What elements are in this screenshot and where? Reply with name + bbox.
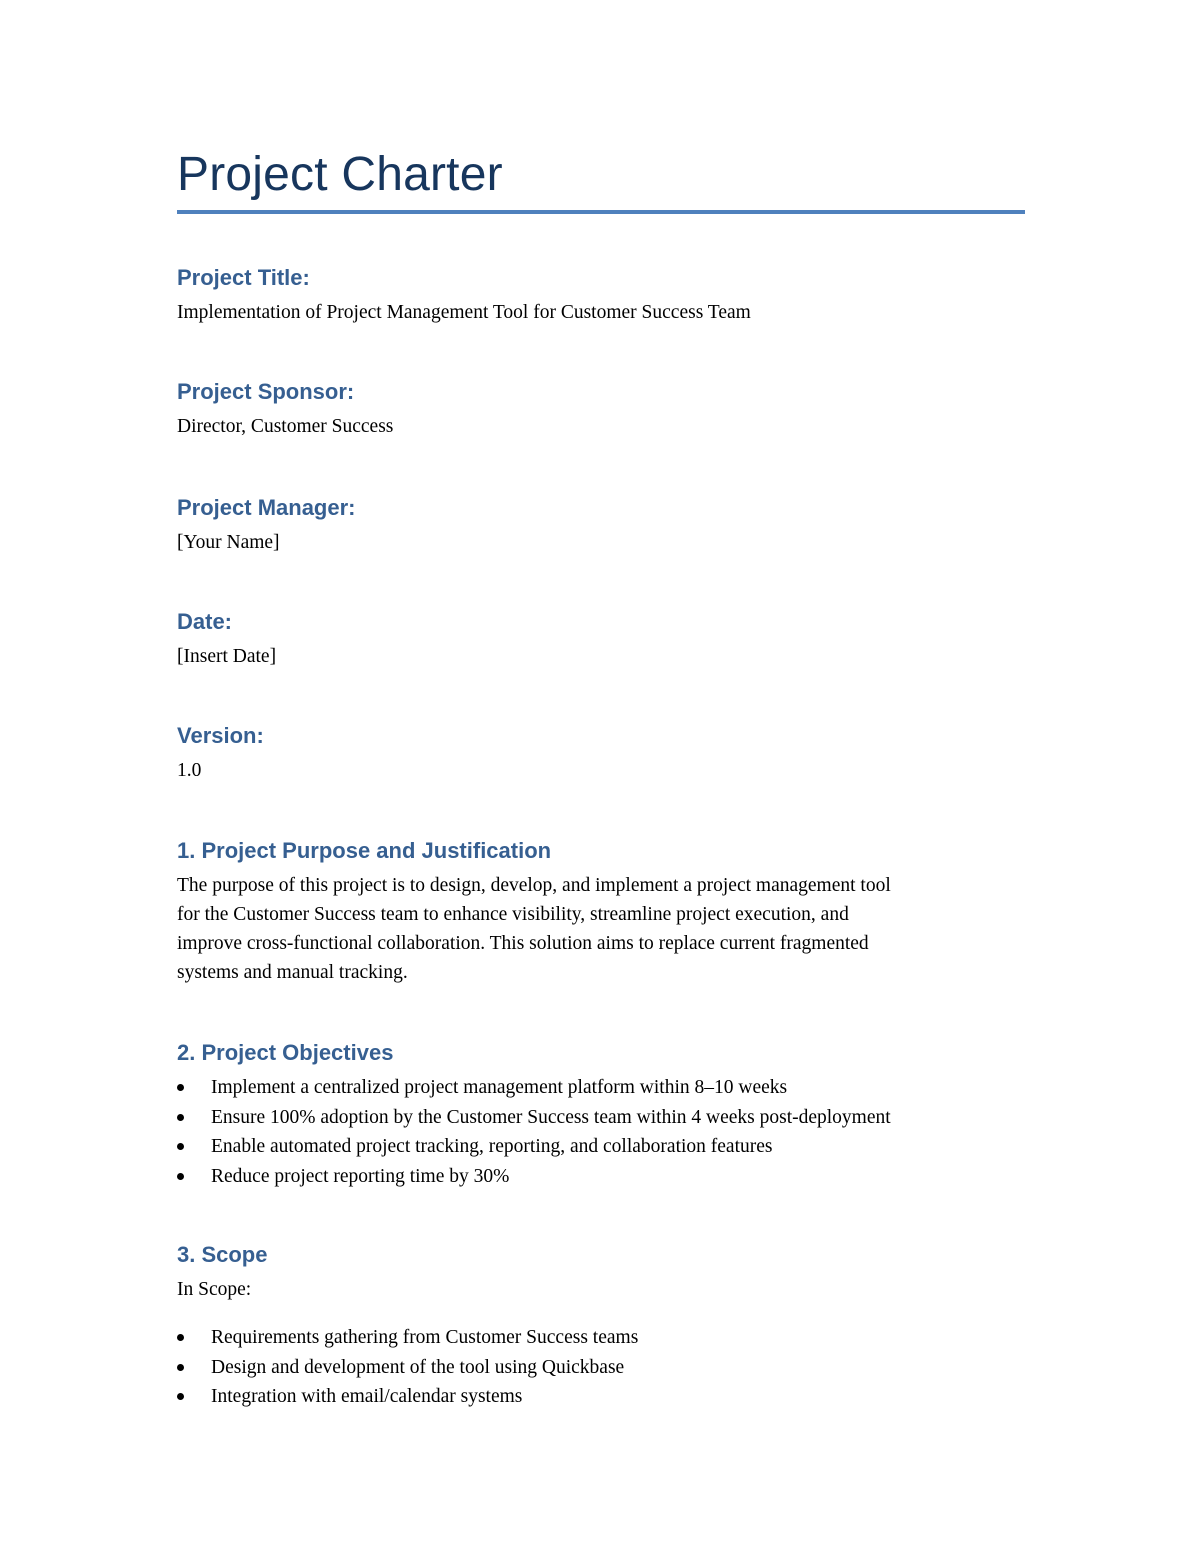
project-sponsor-label: Project Sponsor: [177,379,355,404]
in-scope-label: In Scope: [177,1279,252,1300]
scope-heading: 3. Scope [177,1242,268,1267]
purpose-paragraph [177,871,1025,987]
objectives-heading: 2. Project Objectives [177,1040,394,1065]
list-item: Enable automated project tracking, reporting, and collaboration features [177,1132,891,1162]
document-page [177,0,1025,1553]
list-item: Implement a centralized project management platform within 8–10 weeks [177,1073,891,1103]
bullet-icon [177,1393,184,1400]
purpose-line: improve cross-functional collaboration. This solution aims to replace current fragmented [177,933,869,954]
bullet-icon [177,1173,184,1180]
title-underline [177,210,1025,214]
project-title-value: Implementation of Project Management Tool for Customer Success Team [177,302,751,323]
project-title-label: Project Title: [177,265,310,290]
purpose-heading: 1. Project Purpose and Justification [177,838,552,863]
objectives-list [177,1073,891,1191]
list-item: Integration with email/calendar systems [177,1382,638,1412]
bullet-icon [177,1364,184,1371]
bullet-icon [177,1114,184,1121]
list-item: Design and development of the tool using Quickbase [177,1353,638,1383]
version-value: 1.0 [177,760,202,781]
bullet-icon [177,1084,184,1091]
bullet-icon [177,1143,184,1150]
scope-list [177,1323,638,1412]
purpose-line: systems and manual tracking. [177,962,408,983]
version-label: Version: [177,723,264,748]
bullet-icon [177,1334,184,1341]
list-item: Requirements gathering from Customer Success teams [177,1323,638,1353]
purpose-line: The purpose of this project is to design, develop, and implement a project management tool [177,875,891,896]
date-label: Date: [177,609,233,634]
document-title: Project Charter [177,148,503,201]
project-sponsor-value: Director, Customer Success [177,416,394,437]
purpose-line: for the Customer Success team to enhance visibility, streamline project execution, and [177,904,849,925]
project-manager-label: Project Manager: [177,495,356,520]
project-manager-value: [Your Name] [177,532,280,553]
list-item: Ensure 100% adoption by the Customer Success team within 4 weeks post-deployment [177,1103,891,1133]
date-value: [Insert Date] [177,646,277,667]
list-item: Reduce project reporting time by 30% [177,1162,891,1192]
